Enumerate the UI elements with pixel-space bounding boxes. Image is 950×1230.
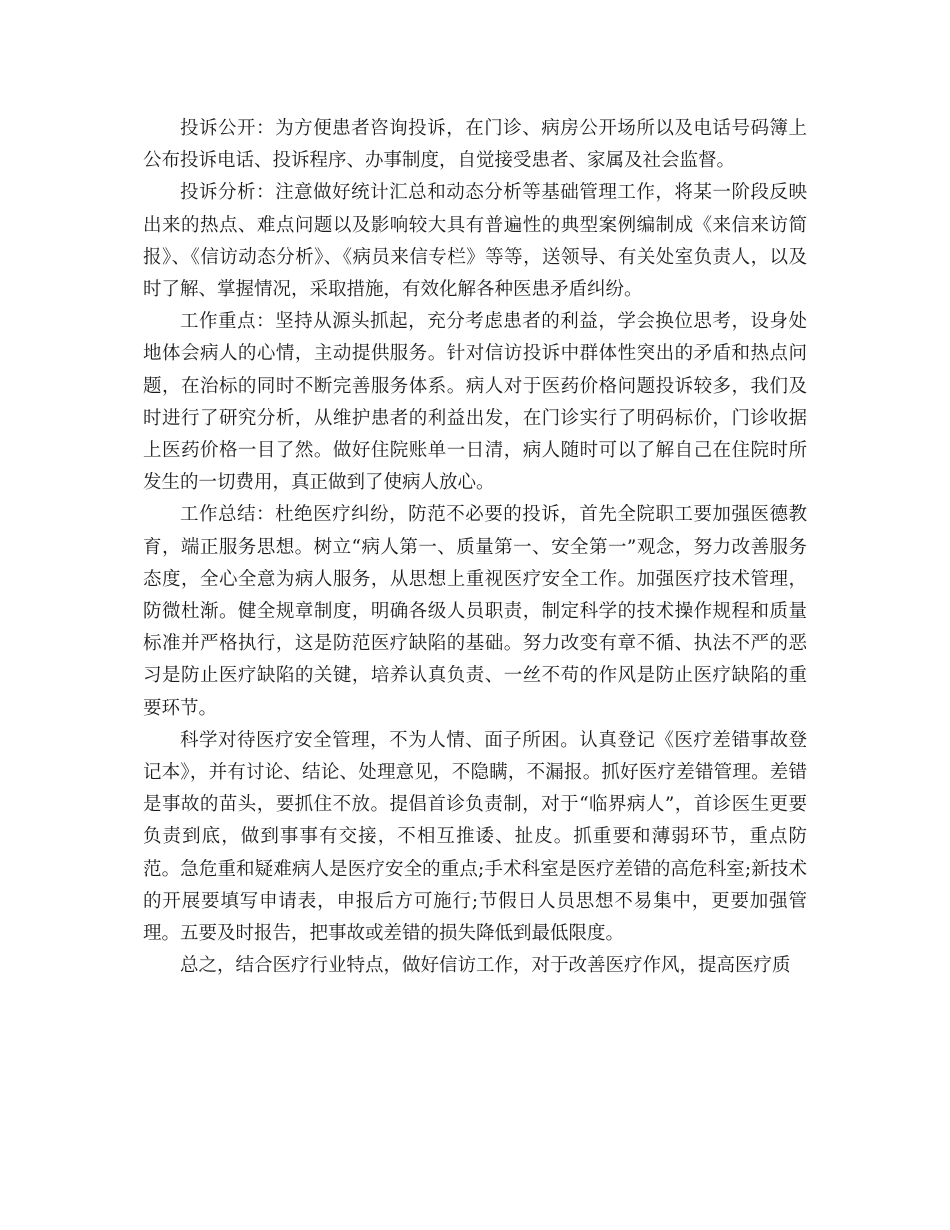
paragraph-complaint-analysis: 投诉分析：注意做好统计汇总和动态分析等基础管理工作，将某一阶段反映出来的热点、难点问题以及影响较大具有普遍性的典型案例编制成《来信来访简报》、《信访动态分析》、《病员来信专栏》等等，送领导、有关处室负责人，以及时了解、掌握情况，采取措施，有效化解各种医患矛盾纠纷。 xyxy=(143,182,807,301)
paragraph-safety-management: 科学对待医疗安全管理，不为人情、面子所困。认真登记《医疗差错事故登记本》，并有讨论、结论、处理意见，不隐瞒，不漏报。抓好医疗差错管理。差错是事故的苗头，要抓住不放。提倡首诊负责制，对于“临界病人”，首诊医生更要负责到底，做到事事有交接，不相互推诿、扯皮。抓重要和薄弱环节，重点防范。急危重和疑难病人是医疗安全的重点;手术科室是医疗差错的高危科室;新技术的开展要填写申请表，申报后方可施行;节假日人员思想不易集中，更要加强管理。五要及时报告，把事故或差错的损失降低到最低限度。 xyxy=(143,729,807,945)
paragraph-work-summary: 工作总结：杜绝医疗纠纷，防范不必要的投诉，首先全院职工要加强医德教育，端正服务思想。树立“病人第一、质量第一、安全第一”观念，努力改善服务态度，全心全意为病人服务，从思想上重视医疗安全工作。加强医疗技术管理，防微杜渐。健全规章制度，明确各级人员职责，制定科学的技术操作规程和质量标准并严格执行，这是防范医疗缺陷的基础。努力改变有章不循、执法不严的恶习是防止医疗缺陷的关键，培养认真负责、一丝不苟的作风是防止医疗缺陷的重要环节。 xyxy=(143,504,807,719)
paragraph-work-focus: 工作重点：坚持从源头抓起，充分考虑患者的利益，学会换位思考，设身处地体会病人的心情，主动提供服务。针对信访投诉中群体性突出的矛盾和热点问题，在治标的同时不断完善服务体系。病人对于医药价格问题投诉较多，我们及时进行了研究分析，从维护患者的利益出发，在门诊实行了明码标价，门诊收据上医药价格一目了然。做好住院账单一日清，病人随时可以了解自己在住院时所发生的一切费用，真正做到了使病人放心。 xyxy=(143,311,807,494)
document-body xyxy=(143,113,807,982)
paragraph-conclusion: 总之，结合医疗行业特点，做好信访工作，对于改善医疗作风，提高医疗质 xyxy=(180,955,791,977)
paragraph-complaint-disclosure: 投诉公开：为方便患者咨询投诉，在门诊、病房公开场所以及电话号码簿上公布投诉电话、投诉程序、办事制度，自觉接受患者、家属及社会监督。 xyxy=(143,118,807,172)
